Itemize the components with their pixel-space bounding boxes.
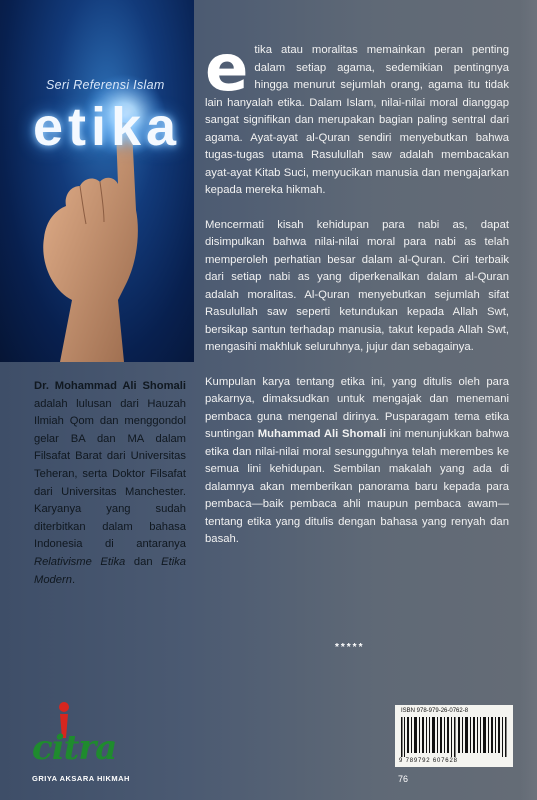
author-name: Dr. Mohammad Ali Shomali: [34, 380, 186, 392]
spine-edge: [519, 0, 537, 800]
publisher-logo: [30, 700, 150, 772]
blurb-paragraph-3: [205, 374, 509, 549]
author-bio-end: .: [71, 573, 76, 586]
barcode: [395, 705, 513, 767]
series-label: Seri Referensi Islam: [46, 78, 165, 92]
editor-name: Muhammad Ali Shomali: [257, 428, 386, 440]
author-bio: [34, 378, 186, 589]
isbn-number: ISBN 978-979-26-0762-8: [401, 708, 469, 714]
publisher-tagline: GRIYA AKSARA HIKMAH: [32, 774, 130, 783]
drop-cap: e: [205, 32, 249, 106]
author-bio-text: adalah lulusan dari Hauzah Ilmiah Qom dan menggondol gelar BA dan MA dalam Filsafat Barat dari Universitas Teheran, serta Doktor Filsafat dari Universitas Manchester. Karyanya yang sudah diterbitkan dalam bahasa Indonesia di antaranya: [34, 397, 186, 551]
blurb-text: [205, 32, 509, 566]
author-bio-connector: dan: [125, 555, 162, 568]
barcode-code: 76: [398, 774, 409, 784]
blurb-paragraph-3-text-b: ini menunjukkan bahwa etika dan nilai-nilai moral sesungguhnya telah merembes ke semua lini kehidupan. Sembilan makalah yang ada di dalamnya akan memberikan panorama baru kepada para pembaca—baik pembaca ahli maupun pembaca awam—tentang etika yang ditulis dengan bahasa yang renyah dan basah.: [205, 428, 509, 545]
author-book-1: Relativisme Etika: [34, 555, 126, 568]
cover-title: etika: [33, 97, 182, 157]
section-separator: *****: [335, 642, 365, 653]
blurb-paragraph-1: [205, 32, 509, 200]
author-book-2: Etika Modern: [34, 555, 186, 586]
barcode-digits: 9 789792 607628: [399, 758, 458, 764]
barcode-bars-icon: [401, 717, 507, 757]
pointing-hand-icon: [0, 0, 194, 362]
blurb-paragraph-3-text-a: Kumpulan karya tentang etika ini, yang ditulis oleh para pakarnya, dimaksudkan untuk mengajak dan menemani pembaca guna mengenal dirinya. Pusparagam tema etika suntingan: [205, 375, 509, 440]
blurb-paragraph-2: Mencermati kisah kehidupan para nabi as, dapat disimpulkan bahwa nilai-nilai moral para nabi as telah memperoleh perhatian besar dalam al-Quran. Ciri terbaik dari setiap nabi as yang diperkenalkan dalam al-Quran adalah moralitas. Al-Quran menyebutkan sejumlah sifat Rasulullah saw seperti ketundukan kepada Allah Swt, bersikap santun terhadap manusia, takut kepada Allah Swt, mengasihi makhluk seluruhnya, jujur dan sebagainya.: [205, 218, 509, 353]
hero-illustration: [0, 0, 194, 362]
publisher-logo-word: citra: [32, 728, 117, 768]
blurb-paragraph-1-text: tika atau moralitas memainkan peran penting dalam setiap agama, sedemikian pentingnya hingga menurut sejumlah orang, agama itu tidak lain hanyalah etika. Dalam Islam, nilai-nilai moral dianggap sangat signifikan dan merupakan bagian paling sentral dari agama. Ayat-ayat al-Quran sendiri menyebutkan bahwa tugas-tugas utama Rasulullah saw adalah membacakan ayat-ayat Kitab Suci, menyucikan manusia dan mengajarkan kepada mereka hikmah.: [205, 44, 509, 196]
